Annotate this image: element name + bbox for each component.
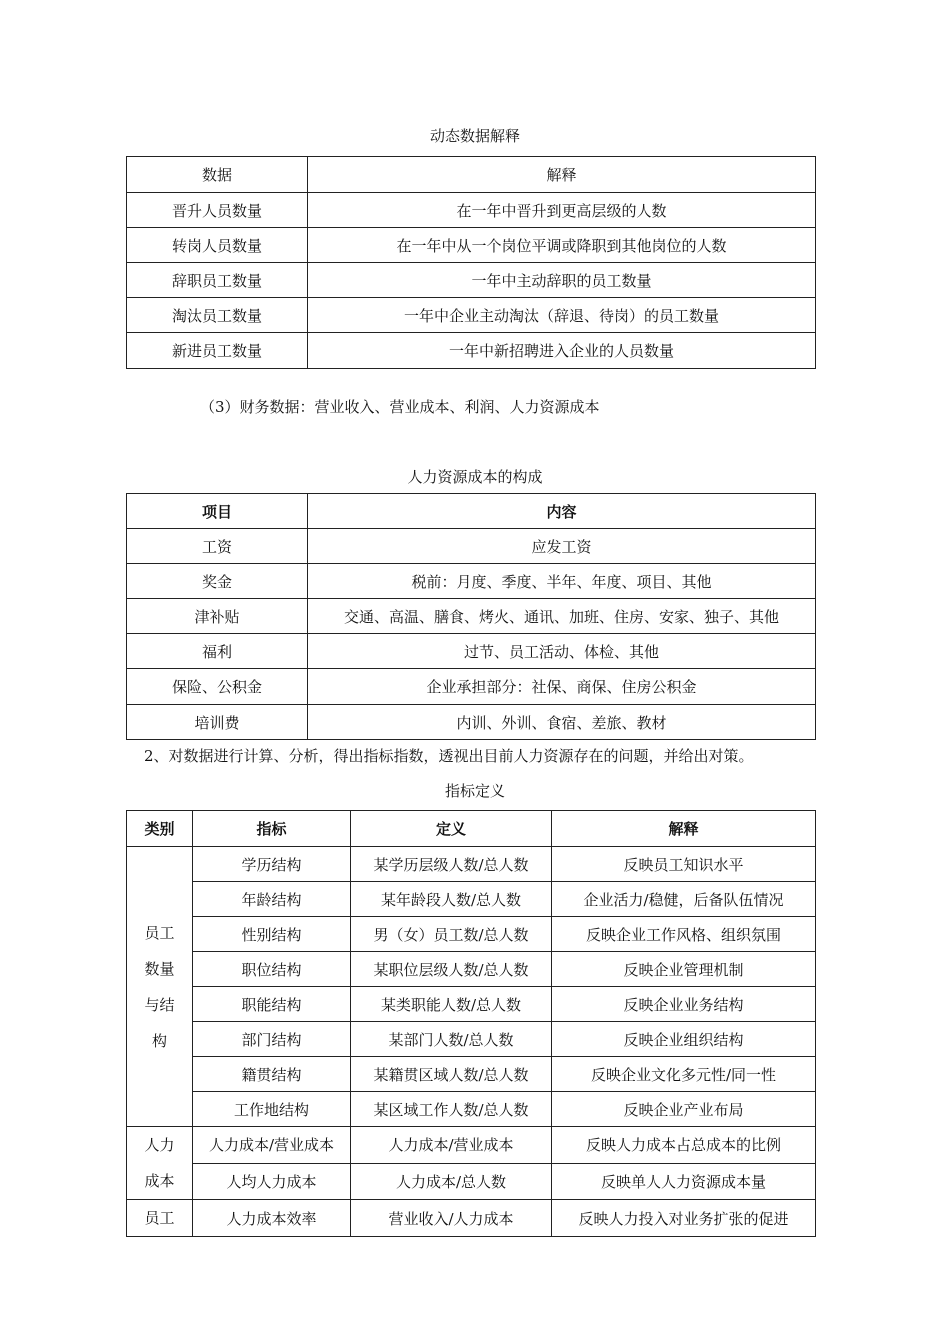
table-cell: 反映人力成本占总成本的比例	[552, 1127, 816, 1164]
table-row	[127, 228, 816, 263]
table-cell: 晋升人员数量	[127, 193, 308, 228]
table-cell: 津补贴	[127, 599, 308, 634]
category-line: 成本	[144, 1172, 175, 1190]
table-row	[127, 1163, 816, 1200]
table-cell: 淘汰员工数量	[127, 298, 308, 333]
table-cell: 新进员工数量	[127, 333, 308, 369]
column-header-explanation: 解释	[552, 811, 816, 847]
column-header-indicator: 指标	[193, 811, 351, 847]
table-cell: 转岗人员数量	[127, 228, 308, 263]
table-cell: 应发工资	[308, 529, 816, 564]
table-header-row	[127, 494, 816, 529]
table-row	[127, 599, 816, 634]
table-cell: 在一年中晋升到更高层级的人数	[308, 193, 816, 228]
table-cell: 男（女）员工数/总人数	[351, 917, 552, 952]
column-header-category: 类别	[127, 811, 193, 847]
column-header-explanation: 解释	[308, 157, 816, 193]
category-line: 员工	[144, 923, 175, 942]
table-cell: 某职位层级人数/总人数	[351, 952, 552, 987]
table-cell: 企业承担部分：社保、商保、住房公积金	[308, 669, 816, 705]
table-row	[127, 1092, 816, 1127]
table-cell: 人均人力成本	[193, 1163, 351, 1200]
table-cell: 反映企业文化多元性/同一性	[552, 1057, 816, 1092]
table-cell: 反映人力投入对业务扩张的促进	[552, 1200, 816, 1237]
table-row	[127, 705, 816, 740]
table-row	[127, 987, 816, 1022]
table-cell: 某学历层级人数/总人数	[351, 847, 552, 882]
table-row	[127, 634, 816, 669]
table-row	[127, 1022, 816, 1057]
table-row	[127, 193, 816, 228]
table-cell: 某区域工作人数/总人数	[351, 1092, 552, 1127]
table-cell: 工资	[127, 529, 308, 564]
table-cell: 人力成本/总人数	[351, 1163, 552, 1200]
table-cell: 奖金	[127, 564, 308, 599]
table-cell: 籍贯结构	[193, 1057, 351, 1092]
table-cell: 税前：月度、季度、半年、年度、项目、其他	[308, 564, 816, 599]
table-cell: 企业活力/稳健，后备队伍情况	[552, 882, 816, 917]
table-cell: 培训费	[127, 705, 308, 740]
table-row	[127, 529, 816, 564]
category-cell-hr-cost	[127, 1127, 193, 1200]
category-cell-staff	[127, 1200, 193, 1237]
table-header-row	[127, 157, 816, 193]
table-cell: 人力成本效率	[193, 1200, 351, 1237]
table-cell: 工作地结构	[193, 1092, 351, 1127]
category-line: 人力	[144, 1136, 175, 1154]
table-cell: 反映企业组织结构	[552, 1022, 816, 1057]
category-line: 构	[151, 1031, 167, 1050]
indicator-definition-table	[126, 810, 816, 1237]
table-row	[127, 669, 816, 705]
category-line: 数量	[144, 959, 175, 978]
table-cell: 过节、员工活动、体检、其他	[308, 634, 816, 669]
table-cell: 反映企业业务结构	[552, 987, 816, 1022]
table-cell: 反映企业管理机制	[552, 952, 816, 987]
table1-caption: 动态数据解释	[429, 127, 520, 145]
table-cell: 某年龄段人数/总人数	[351, 882, 552, 917]
table-cell: 在一年中从一个岗位平调或降职到其他岗位的人数	[308, 228, 816, 263]
column-header-item: 项目	[127, 494, 308, 529]
paragraph-financial-data: （3）财务数据：营业收入、营业成本、利润、人力资源成本	[200, 398, 600, 416]
table-row	[127, 333, 816, 369]
table-cell: 保险、公积金	[127, 669, 308, 705]
table-cell: 一年中主动辞职的员工数量	[308, 263, 816, 298]
table-row	[127, 263, 816, 298]
table-cell: 反映员工知识水平	[552, 847, 816, 882]
table-header-row	[127, 811, 816, 847]
table3-caption: 指标定义	[444, 782, 505, 800]
category-line: 与结	[144, 995, 175, 1014]
dynamic-data-table	[126, 156, 816, 369]
table-row	[127, 882, 816, 917]
table-cell: 反映企业工作风格、组织氛围	[552, 917, 816, 952]
table-row	[127, 1200, 816, 1237]
table-cell: 内训、外训、食宿、差旅、教材	[308, 705, 816, 740]
table-cell: 福利	[127, 634, 308, 669]
table-cell: 某籍贯区域人数/总人数	[351, 1057, 552, 1092]
table2-caption: 人力资源成本的构成	[407, 468, 543, 486]
table-cell: 学历结构	[193, 847, 351, 882]
table-row	[127, 847, 816, 882]
table-row	[127, 298, 816, 333]
table-cell: 一年中新招聘进入企业的人员数量	[308, 333, 816, 369]
table-cell: 反映单人人力资源成本量	[552, 1163, 816, 1200]
table-cell: 营业收入/人力成本	[351, 1200, 552, 1237]
table-cell: 年龄结构	[193, 882, 351, 917]
table-cell: 部门结构	[193, 1022, 351, 1057]
table-cell: 职位结构	[193, 952, 351, 987]
table-cell: 交通、高温、膳食、烤火、通讯、加班、住房、安家、独子、其他	[308, 599, 816, 634]
hr-cost-table	[126, 493, 816, 740]
table-row	[127, 1127, 816, 1164]
table-cell: 一年中企业主动淘汰（辞退、待岗）的员工数量	[308, 298, 816, 333]
category-line: 员工	[144, 1209, 175, 1227]
column-header-definition: 定义	[351, 811, 552, 847]
table-cell: 人力成本/营业成本	[193, 1127, 351, 1164]
table-cell: 某部门人数/总人数	[351, 1022, 552, 1057]
table-cell: 职能结构	[193, 987, 351, 1022]
table-row	[127, 917, 816, 952]
column-header-content: 内容	[308, 494, 816, 529]
table-cell: 反映企业产业布局	[552, 1092, 816, 1127]
category-cell-staff-structure	[127, 847, 193, 1127]
table-row	[127, 564, 816, 599]
paragraph-analysis: 2、对数据进行计算、分析，得出指标指数，透视出目前人力资源存在的问题，并给出对策。	[144, 747, 754, 765]
table-cell: 辞职员工数量	[127, 263, 308, 298]
column-header-data: 数据	[127, 157, 308, 193]
table-cell: 某类职能人数/总人数	[351, 987, 552, 1022]
table-cell: 人力成本/营业成本	[351, 1127, 552, 1164]
table-row	[127, 952, 816, 987]
table-cell: 性别结构	[193, 917, 351, 952]
table-row	[127, 1057, 816, 1092]
